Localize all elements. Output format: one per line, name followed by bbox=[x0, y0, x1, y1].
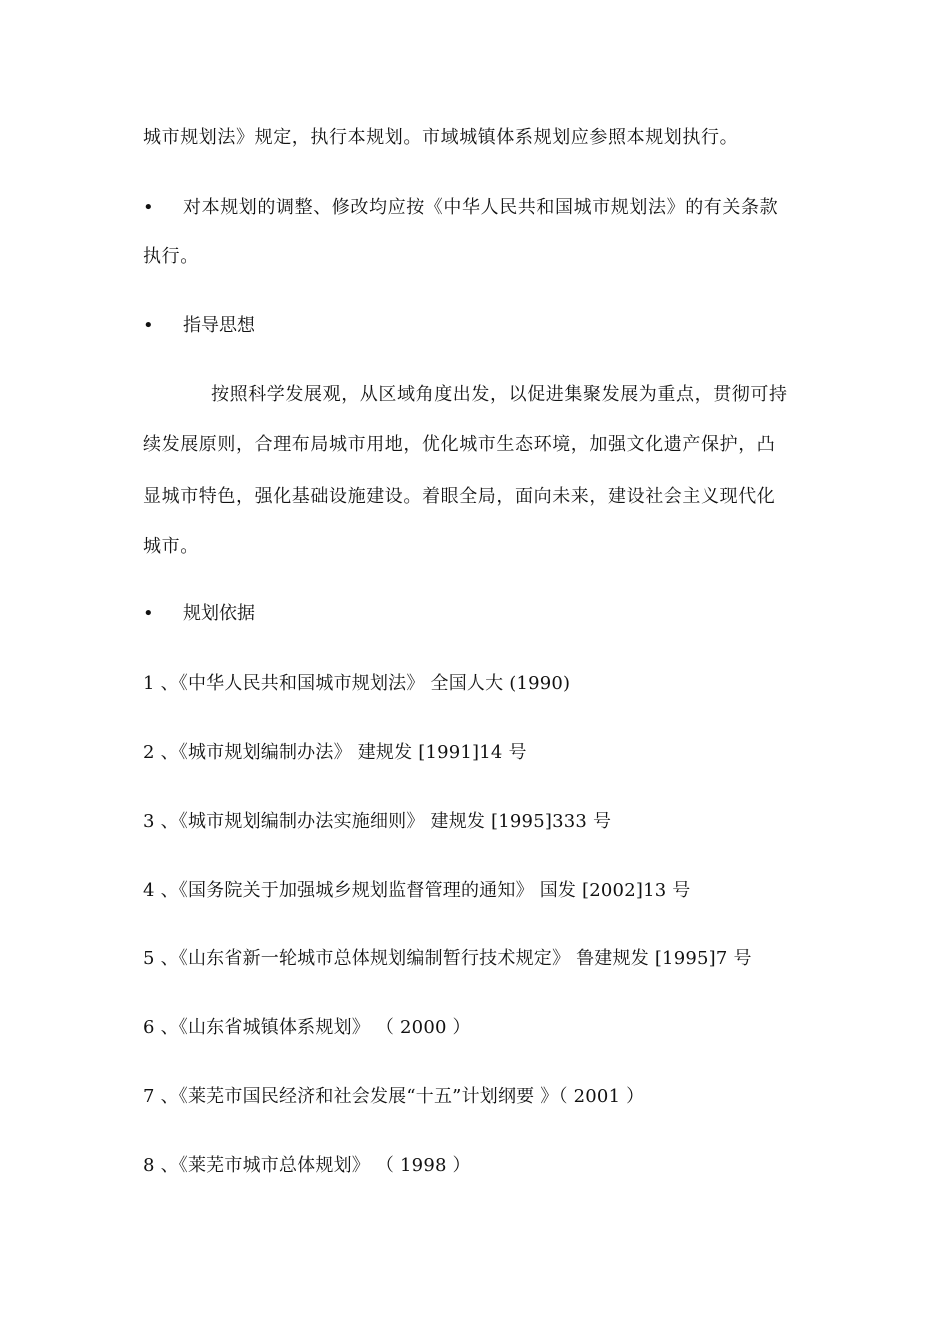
reference-item: 8 、《莱芜市城市总体规划》 （ 1998 ） bbox=[143, 1155, 471, 1176]
bullet-icon: • bbox=[143, 197, 154, 218]
reference-item: 7 、《莱芜市国民经济和社会发展“十五”计划纲要 》（ 2001 ） bbox=[143, 1086, 645, 1107]
reference-item: 1 、《中华人民共和国城市规划法》 全国人大 (1990) bbox=[143, 673, 571, 694]
guiding-paragraph-line: 续发展原则，合理布局城市用地，优化城市生态环境，加强文化遗产保护，凸 bbox=[143, 434, 776, 455]
bullet-icon: • bbox=[143, 603, 154, 624]
heading-text: 规划依据 bbox=[183, 603, 255, 624]
guiding-paragraph-line: 城市。 bbox=[143, 536, 199, 557]
bullet-icon: • bbox=[143, 315, 154, 336]
heading-text: 指导思想 bbox=[183, 315, 255, 336]
reference-item: 6 、《山东省城镇体系规划》 （ 2000 ） bbox=[143, 1017, 471, 1038]
reference-item: 4 、《国务院关于加强城乡规划监督管理的通知》 国发 [2002]13 号 bbox=[143, 880, 691, 901]
section-heading-guiding bbox=[143, 314, 808, 338]
bullet-item-adjustment bbox=[143, 196, 808, 220]
reference-item: 3 、《城市规划编制办法实施细则》 建规发 [1995]333 号 bbox=[143, 811, 612, 832]
bullet-text: 对本规划的调整、修改均应按《中华人民共和国城市规划法》的有关条款 bbox=[183, 197, 779, 218]
guiding-paragraph-line: 显城市特色，强化基础设施建设。着眼全局，面向未来，建设社会主义现代化 bbox=[143, 486, 776, 507]
reference-item: 2 、《城市规划编制办法》 建规发 [1991]14 号 bbox=[143, 742, 527, 763]
section-heading-basis bbox=[143, 602, 808, 626]
bullet-continuation: 执行。 bbox=[143, 246, 199, 267]
reference-item: 5 、《山东省新一轮城市总体规划编制暂行技术规定》 鲁建规发 [1995]7 号 bbox=[143, 948, 752, 969]
intro-paragraph: 城市规划法》规定，执行本规划。市域城镇体系规划应参照本规划执行。 bbox=[143, 127, 739, 148]
guiding-paragraph-line: 按照科学发展观，从区域角度出发，以促进集聚发展为重点，贯彻可持 bbox=[211, 384, 788, 405]
